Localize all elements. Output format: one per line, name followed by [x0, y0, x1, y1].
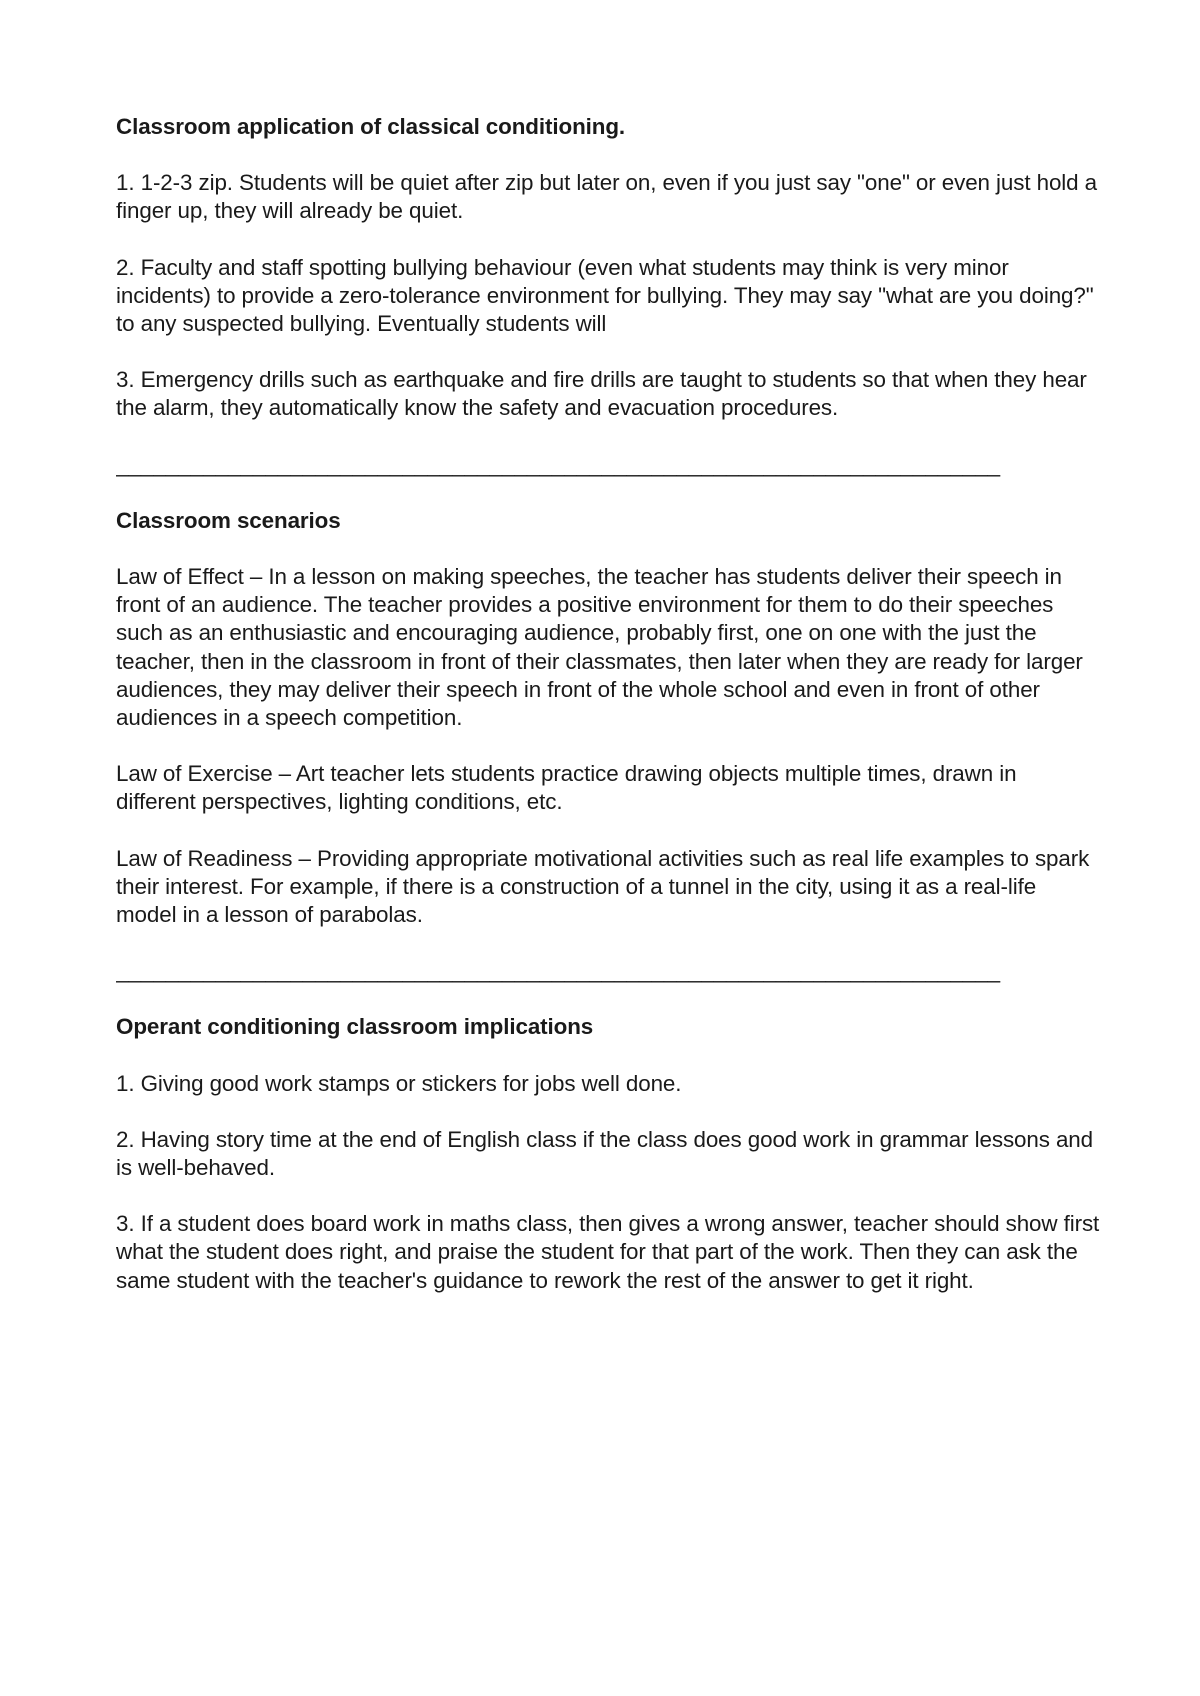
document-body	[116, 113, 1101, 1323]
paragraph: Law of Exercise – Art teacher lets students practice drawing objects multiple times, drawn in different perspectives, lighting conditions, etc.	[116, 761, 1017, 815]
list-item: 3. Emergency drills such as earthquake and fire drills are taught to students so that when they hear the alarm, they automatically know the safety and evacuation procedures.	[116, 367, 1087, 421]
section-divider: _______________________________________________________________________	[116, 958, 1001, 984]
section-heading: Classroom application of classical conditioning.	[116, 114, 626, 139]
section-divider: _______________________________________________________________________	[116, 451, 1001, 477]
section-heading: Operant conditioning classroom implications	[116, 1014, 594, 1040]
list-item: 1. 1-2-3 zip. Students will be quiet after zip but later on, even if you just say "one" or even just hold a finger up, they will already be quiet.	[116, 170, 1097, 224]
paragraph: Law of Readiness – Providing appropriate motivational activities such as real life examples to spark their interest. For example, if there is a construction of a tunnel in the city, using it as a real-life model in a lesson of parabolas.	[116, 845, 1090, 928]
list-item: 3. If a student does board work in maths class, then gives a wrong answer, teacher should show first what the student does right, and praise the student for that part of the work. Then they can ask the same student with the teacher's guidance to rework the rest of the answer to get it right.	[116, 1211, 1100, 1293]
section-heading: Classroom scenarios	[116, 507, 341, 533]
paragraph: Law of Effect – In a lesson on making speeches, the teacher has students deliver their speech in front of an audience. The teacher provides a positive environment for them to do their speeches such as an enthusiastic and encouraging audience, probably first, one on one with the just the teacher, then in the classroom in front of their classmates, then later when they are ready for larger audiences, they may deliver their speech in front of the whole school and even in front of other audiences in a speech competition.	[116, 564, 1083, 731]
list-item: 2. Having story time at the end of English class if the class does good work in grammar lessons and is well-behaved.	[116, 1126, 1094, 1181]
list-item: 1. Giving good work stamps or stickers for jobs well done.	[116, 1070, 682, 1096]
list-item: 2. Faculty and staff spotting bullying behaviour (even what students may think is very minor incidents) to provide a zero-tolerance environment for bullying. They may say "what are you doing?" to any suspected bullying. Eventually students will	[116, 254, 1094, 337]
